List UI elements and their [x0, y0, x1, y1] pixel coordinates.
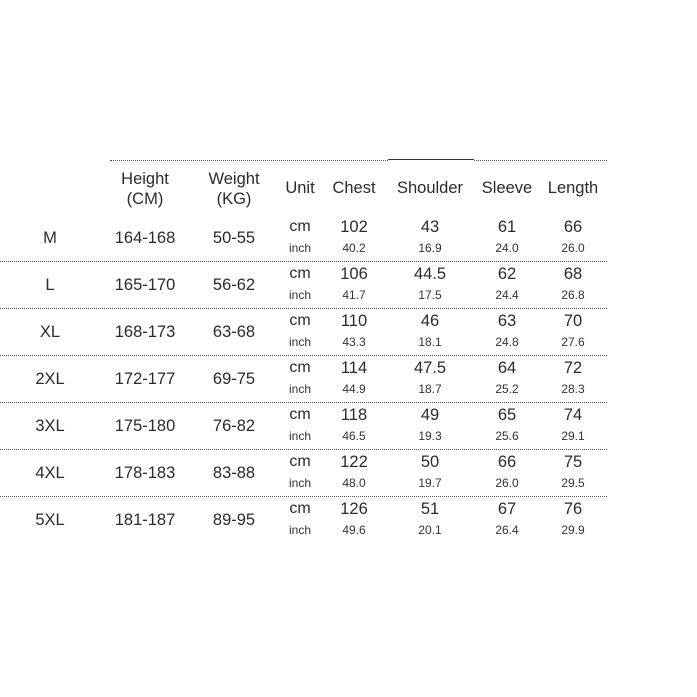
- unit-inch: inch: [288, 335, 312, 349]
- unit-inch: inch: [288, 429, 312, 443]
- chest-inch: 40.2: [342, 241, 366, 255]
- sleeve-inch: 26.4: [495, 523, 519, 537]
- length-cm: 68: [563, 265, 583, 283]
- chest-cm: 118: [340, 406, 368, 424]
- row-divider: [0, 355, 607, 356]
- unit-inch: inch: [288, 476, 312, 490]
- chest-inch: 46.5: [342, 429, 366, 443]
- chest-inch: 43.3: [342, 335, 366, 349]
- sleeve-inch: 25.2: [495, 382, 519, 396]
- shoulder-cm: 43: [420, 218, 440, 236]
- header-height-label: Height: [121, 170, 169, 188]
- size-label: XL: [39, 323, 61, 341]
- size-label: M: [43, 229, 57, 247]
- chest-cm: 110: [340, 312, 368, 330]
- chest-cm: 102: [340, 218, 368, 236]
- chest-cm: 106: [340, 265, 368, 283]
- unit-cm: cm: [289, 453, 311, 470]
- row-divider: [0, 449, 607, 450]
- size-label: 3XL: [35, 417, 65, 435]
- chest-inch: 49.6: [342, 523, 366, 537]
- weight-range: 50-55: [212, 229, 256, 247]
- height-range: 164-168: [114, 229, 176, 247]
- height-range: 181-187: [114, 511, 176, 529]
- header-top-rule: [110, 160, 388, 161]
- header-height: [121, 169, 169, 209]
- length-cm: 72: [563, 359, 583, 377]
- weight-range: 76-82: [212, 417, 256, 435]
- length-inch: 29.9: [561, 523, 585, 537]
- shoulder-cm: 50: [420, 453, 440, 471]
- row-divider: [0, 496, 607, 497]
- size-label: 5XL: [35, 511, 65, 529]
- sleeve-inch: 25.6: [495, 429, 519, 443]
- height-range: 178-183: [114, 464, 176, 482]
- shoulder-cm: 46: [420, 312, 440, 330]
- length-inch: 29.1: [561, 429, 585, 443]
- unit-inch: inch: [288, 288, 312, 302]
- sleeve-inch: 24.4: [495, 288, 519, 302]
- height-range: 168-173: [114, 323, 176, 341]
- weight-range: 56-62: [212, 276, 256, 294]
- length-inch: 26.8: [561, 288, 585, 302]
- length-cm: 74: [563, 406, 583, 424]
- shoulder-inch: 20.1: [418, 523, 442, 537]
- shoulder-cm: 51: [420, 500, 440, 518]
- row-divider: [0, 261, 607, 262]
- header-length: Length: [547, 179, 599, 197]
- unit-cm: cm: [289, 359, 311, 376]
- length-cm: 66: [563, 218, 583, 236]
- weight-range: 63-68: [212, 323, 256, 341]
- length-cm: 76: [563, 500, 583, 518]
- sleeve-cm: 61: [497, 218, 517, 236]
- unit-inch: inch: [288, 241, 312, 255]
- row-divider: [0, 402, 607, 403]
- weight-range: 69-75: [212, 370, 256, 388]
- unit-cm: cm: [289, 406, 311, 423]
- header-top-rule-shoulder: [388, 159, 474, 160]
- sleeve-cm: 65: [497, 406, 517, 424]
- shoulder-inch: 18.1: [418, 335, 442, 349]
- header-weight-label: Weight: [208, 170, 260, 188]
- sleeve-cm: 67: [497, 500, 517, 518]
- header-top-rule-right: [474, 160, 607, 161]
- length-inch: 29.5: [561, 476, 585, 490]
- height-range: 172-177: [114, 370, 176, 388]
- size-label: 4XL: [35, 464, 65, 482]
- row-divider: [0, 308, 607, 309]
- length-cm: 75: [563, 453, 583, 471]
- shoulder-inch: 17.5: [418, 288, 442, 302]
- length-inch: 28.3: [561, 382, 585, 396]
- chest-cm: 122: [340, 453, 368, 471]
- height-range: 175-180: [114, 417, 176, 435]
- sleeve-inch: 26.0: [495, 476, 519, 490]
- sleeve-cm: 66: [497, 453, 517, 471]
- chest-inch: 41.7: [342, 288, 366, 302]
- sleeve-cm: 62: [497, 265, 517, 283]
- header-chest: Chest: [332, 179, 376, 197]
- unit-inch: inch: [288, 523, 312, 537]
- sleeve-cm: 64: [497, 359, 517, 377]
- length-cm: 70: [563, 312, 583, 330]
- header-sleeve: Sleeve: [481, 179, 533, 197]
- header-weight: [208, 169, 259, 209]
- shoulder-inch: 16.9: [418, 241, 442, 255]
- sleeve-inch: 24.8: [495, 335, 519, 349]
- header-weight-unit: (KG): [216, 190, 252, 208]
- size-label: 2XL: [35, 370, 65, 388]
- weight-range: 83-88: [212, 464, 256, 482]
- sleeve-cm: 63: [497, 312, 517, 330]
- chest-inch: 48.0: [342, 476, 366, 490]
- header-height-unit: (CM): [126, 190, 164, 208]
- length-inch: 26.0: [561, 241, 585, 255]
- chest-inch: 44.9: [342, 382, 366, 396]
- shoulder-inch: 18.7: [418, 382, 442, 396]
- shoulder-cm: 47.5: [413, 359, 447, 377]
- unit-cm: cm: [289, 265, 311, 282]
- shoulder-inch: 19.7: [418, 476, 442, 490]
- length-inch: 27.6: [561, 335, 585, 349]
- height-range: 165-170: [114, 276, 176, 294]
- weight-range: 89-95: [212, 511, 256, 529]
- header-unit: Unit: [285, 179, 315, 197]
- shoulder-inch: 19.3: [418, 429, 442, 443]
- unit-inch: inch: [288, 382, 312, 396]
- header-shoulder: Shoulder: [396, 179, 464, 197]
- sleeve-inch: 24.0: [495, 241, 519, 255]
- unit-cm: cm: [289, 500, 311, 517]
- size-label: L: [45, 276, 55, 294]
- unit-cm: cm: [289, 218, 311, 235]
- chest-cm: 114: [340, 359, 368, 377]
- shoulder-cm: 49: [420, 406, 440, 424]
- unit-cm: cm: [289, 312, 311, 329]
- chest-cm: 126: [340, 500, 368, 518]
- shoulder-cm: 44.5: [413, 265, 447, 283]
